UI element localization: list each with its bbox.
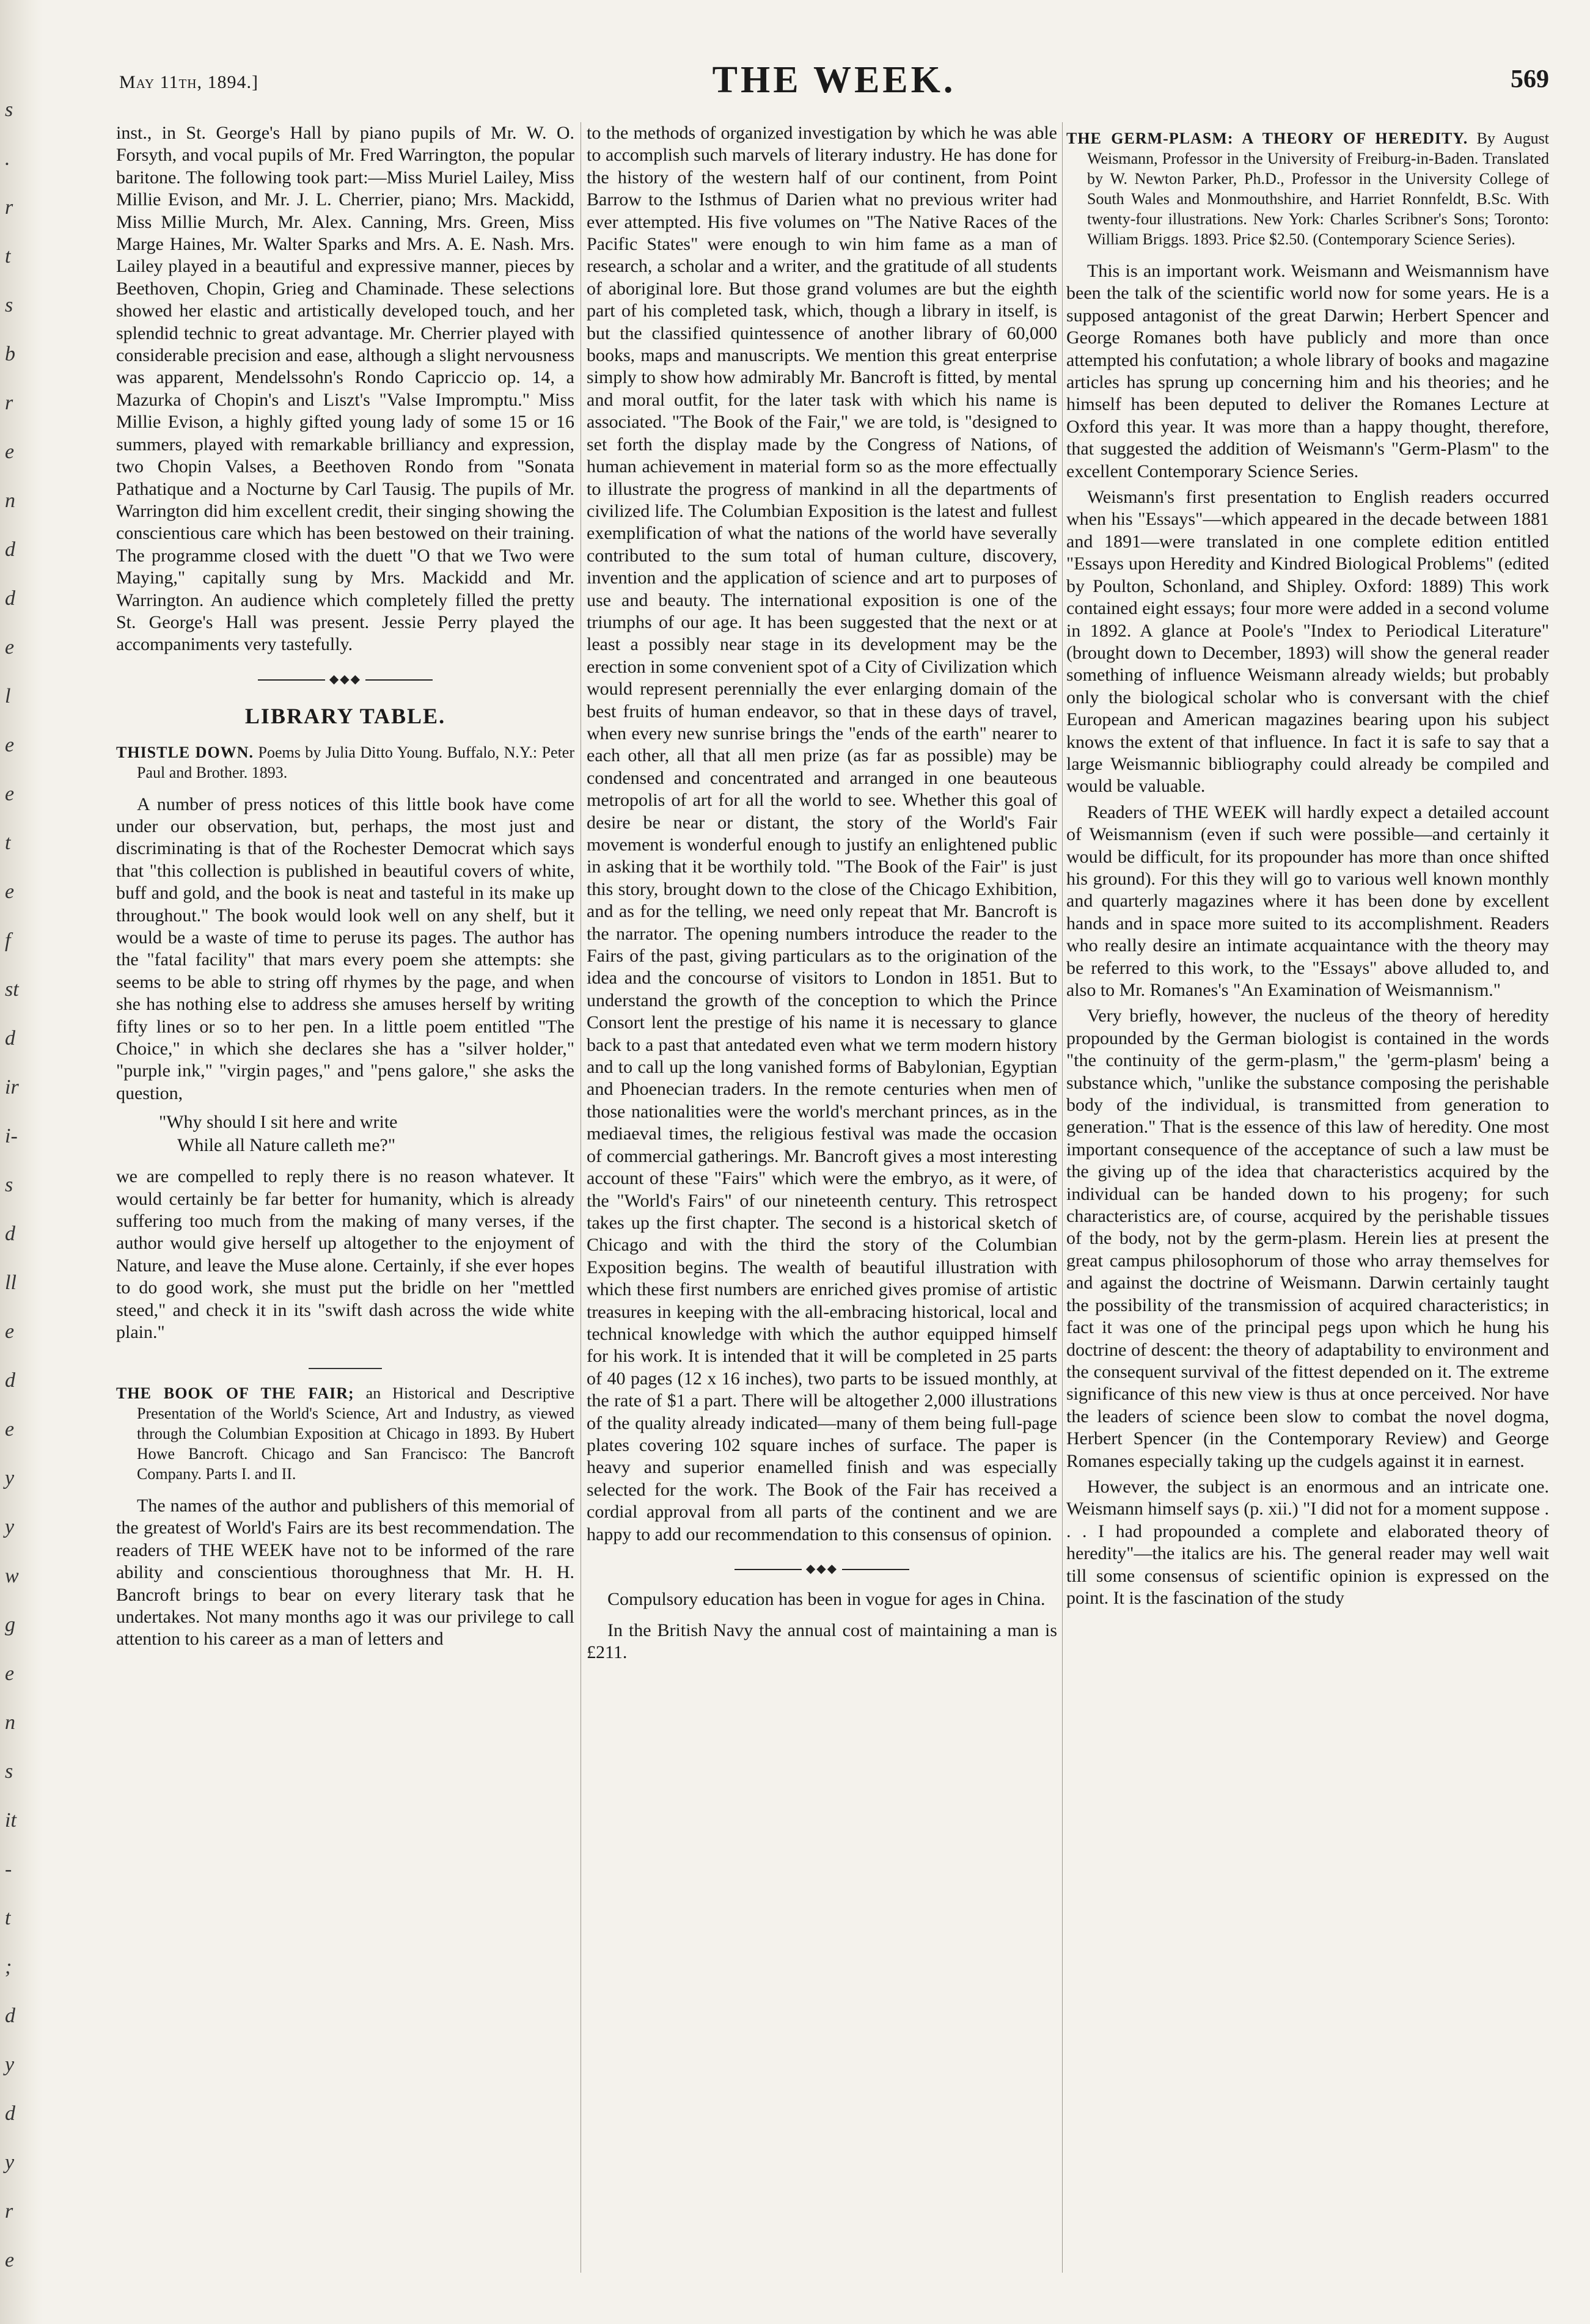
margin-fragment: e [5, 880, 15, 903]
column-right [1066, 122, 1549, 2273]
margin-fragment: it [5, 1809, 16, 1832]
news-note: Compulsory education has been in vogue for ages in China. [607, 1589, 1046, 1610]
margin-fragment: d [5, 538, 15, 561]
margin-fragments [5, 86, 29, 2285]
section-ornament: ◆◆◆ [587, 1558, 1057, 1580]
book-entry-thistle-down [116, 742, 574, 783]
margin-fragment: y [5, 2053, 15, 2076]
margin-fragment: d [5, 2004, 15, 2027]
margin-fragment: e [5, 1320, 15, 1343]
margin-fragment: t [5, 831, 11, 854]
section-ornament: ◆◆◆ [116, 668, 574, 690]
news-note: In the British Navy the annual cost of maintaining a man is £211. [587, 1620, 1057, 1663]
margin-fragment: y [5, 2151, 15, 2174]
review-paragraph: Weismann's first presentation to English readers occurred when his "Essays"—which appeared in the decade between 1881 and 1891—were translated in one complete edition entitled "Essays upon Heredity and Kindred Biological Problems" (edited by Poulton, Schonland, and Shipley. Oxford: 1889) This work contained eight essays; four more were added in a second volume in 1892. A glance at Poole's "Index to Periodical Literature" (brought down to December, 1893) will show the general reader something of influence Weismann already wields; but probably only the biological scholar who is conversant with the chief European and American magazines bearing upon his subject knows the extent of that influence. In fact it is safe to say that a large Weismannic bibliography could already be compiled and would be valuable. [1066, 487, 1549, 797]
margin-fragment: e [5, 636, 15, 659]
poem-quote [116, 1111, 574, 1157]
header-title: THE WEEK. [712, 59, 956, 101]
margin-fragment: s [5, 98, 13, 121]
book-title: THE BOOK OF THE FAIR; [116, 1384, 354, 1402]
margin-fragment: - [5, 1858, 12, 1880]
margin-fragment: l [5, 685, 11, 707]
margin-fragment: f [5, 929, 11, 952]
page-header [119, 49, 1549, 116]
book-title: THE GERM-PLASM: A THEORY OF HEREDITY. [1066, 130, 1468, 147]
margin-fragment: e [5, 783, 15, 805]
margin-fragment: ir [5, 1076, 19, 1098]
margin-fragment: . [5, 147, 10, 170]
review-paragraph: we are compelled to reply there is no reason whatever. It would certainly be far better for humanity, which is already suffering too much from the making of many verses, if the author would give herself up altogether to the enjoyment of Nature, and leave the Muse alone. Certainly, if she ever hopes to do good work, she must put the bridle on her "mettled steed," and check it in its "swift dash across the wide white plain." [116, 1166, 574, 1343]
page-left-margin [0, 0, 43, 2324]
margin-fragment: s [5, 294, 13, 316]
header-page-number: 569 [1511, 65, 1549, 93]
margin-fragment: d [5, 1222, 15, 1245]
book-entry-germ-plasm [1066, 128, 1549, 249]
quote-line: While all Nature calleth me?" [177, 1135, 396, 1156]
margin-fragment: ll [5, 1271, 16, 1294]
margin-fragment: r [5, 2200, 13, 2223]
margin-fragment: e [5, 1662, 15, 1685]
divider [116, 1353, 574, 1375]
margin-fragment: d [5, 587, 15, 610]
quote-line: "Why should I sit here and write [159, 1112, 398, 1133]
margin-fragment: n [5, 1711, 15, 1734]
margin-fragment: st [5, 978, 19, 1001]
margin-fragment: g [5, 1613, 15, 1636]
book-details: By August Weismann, Professor in the University of Freiburg-in-Baden. Translated by W. Newton Parker, Ph.D., Professor in the University College of South Wales and Monmouthshire, and Harriet Ronnfeldt, B.Sc. With twenty-four illustrations. New York: Charles Scribner's Sons; Toronto: William Briggs. 1893. Price $2.50. (Contemporary Science Series). [1087, 130, 1549, 248]
margin-fragment: d [5, 2102, 15, 2125]
review-paragraph: However, the subject is an enormous and an intricate one. Weismann himself says (p. xii.) "I did not for a moment suppose . . . I had propounded a complete and elaborated theory of heredity"—the italics are his. The general reader may well wait till some consensus of scientific opinion is expressed on the point. It is the fascination of the study [1066, 1476, 1549, 1608]
review-paragraph: This is an important work. Weismann and Weismannism have been the talk of the scientific world now for some years. He is a supposed antagonist of the great Darwin; Herbert Spencer and George Romanes both have publicly and more than once attempted his confutation; a whole library of books and magazine articles has sprung up concerning him and his theories; and he himself has been deputed to deliver the Romanes Lecture at Oxford this year. It was more than a happy thought, therefore, that suggested the addition of Weismann's "Germ-Plasm" to the excellent Contemporary Science Series. [1066, 261, 1549, 481]
section-heading-library-table: LIBRARY TABLE. [244, 704, 446, 729]
margin-fragment: r [5, 196, 13, 219]
margin-fragment: w [5, 1565, 19, 1587]
margin-fragment: d [5, 1369, 15, 1392]
margin-fragment: n [5, 489, 15, 512]
review-paragraph: A number of press notices of this little book have come under our observation, but, perhaps, the most just and discriminating is that of the Rochester Democrat which says that "this collection is published in beautiful covers of white, buff and gold, and the book is neat and tasteful in its make up throughout." The book would look well on any shelf, but it would be a waste of time to peruse its pages. The author has the "fatal facility" that mars every poem she attempts: she seems to be able to string off rhymes by the page, and when she has nothing else to address she amuses herself by writing fifty lines or so to her pen. In a little poem entitled "The Choice," in which she declares she has a "silver holder," "purple ink," "virgin pages," and "pens galore," she asks the question, [116, 794, 574, 1103]
margin-fragment: e [5, 2249, 15, 2271]
margin-fragment: y [5, 1467, 15, 1489]
margin-fragment: b [5, 343, 15, 365]
margin-fragment: i- [5, 1125, 18, 1147]
book-title: THISTLE DOWN. [116, 743, 254, 761]
book-entry-book-of-the-fair [116, 1383, 574, 1484]
margin-fragment: t [5, 1907, 11, 1929]
margin-fragment: ; [5, 1956, 12, 1978]
margin-fragment: t [5, 245, 11, 268]
header-date: May 11th, 1894.] [119, 72, 258, 92]
review-paragraph: Very briefly, however, the nucleus of the theory of heredity propounded by the German biologist is contained in the words "the continuity of the germ-plasm," the 'germ-plasm' being a substance which, "unlike the substance composing the perishable body of the individual, is transmitted from generation to generation." That is the essence of this law of heredity. One most important consequence of the acceptance of such a law must be the giving up of the idea that characteristics acquired by the individual can be handed down to his progeny; for such characteristics are, of course, acquired by the perishable tissues of the body, not by the germ-plasm. Herein lies at present the great campus philosophorum of those who array themselves for and against the doctrine of Weismann. Darwin certainly taught the possibility of the transmission of acquired characteristics; in fact it was one of the principal pegs upon which he hung his doctrine of descent: the theory of adaptability to environment and the consequent survival of the fittest depended on it. The extreme significance of this new view is thus at once perceived. Nor have the leaders of science been slow to combat the novel dogma, Herbert Spencer (in the Contemporary Review) and George Romanes especially taking up the cudgels against it in earnest. [1066, 1006, 1549, 1471]
review-paragraph: The names of the author and publishers of this memorial of the greatest of World's Fairs are its best recommendation. The readers of THE WEEK have not to be informed of the rare ability and conscientious thoroughness that Mr. H. H. Bancroft brings to bear on every literary task that he undertakes. Not many months ago it was our privilege to call attention to his career as a man of letters and [116, 1495, 574, 1650]
margin-fragment: s [5, 1174, 13, 1196]
margin-fragment: d [5, 1027, 15, 1050]
book-details: an Historical and Descriptive Presentation of the World's Science, Art and Industry, as viewed through the Columbian Exposition at Chicago in 1893. By Hubert Howe Bancroft. Chicago and San Francisco: The Bancroft Company. Parts I. and II. [137, 1384, 574, 1483]
column-left [116, 122, 574, 2273]
margin-fragment: e [5, 734, 15, 756]
column-middle [587, 122, 1057, 2273]
margin-fragment: s [5, 1760, 13, 1783]
margin-fragment: e [5, 440, 15, 463]
margin-fragment: y [5, 1516, 15, 1538]
review-paragraph: Readers of THE WEEK will hardly expect a detailed account of Weismannism (even if such were possible—and certainly it would be difficult, for its propounder has more than once shifted his ground). For this they will go to various well known monthly and quarterly magazines where it has been done by excellent hands and in space more suited to its accomplishment. Readers who really desire an intimate acquaintance with the theory may be referred to this work, to the "Essays" above alluded to, and also to Mr. Romanes's "An Examination of Weismannism." [1066, 802, 1549, 1000]
column-divider [1062, 122, 1063, 2273]
concert-report-paragraph: inst., in St. George's Hall by piano pupils of Mr. W. O. Forsyth, and vocal pupils of Mr. Fred Warrington, the popular baritone. The following took part:—Miss Muriel Lailey, Miss Millie Evison, and Mr. J. L. Cherrier, piano; Mrs. Mackidd, Miss Millie Murch, Mr. Alex. Canning, Mrs. Green, Miss Marge Haines, Mr. Walter Sparks and Mrs. A. E. Nash. Mrs. Lailey played in a beautiful and expressive manner, pieces by Beethoven, Chopin, Grieg and Chaminade. These selections showed her elastic and artistically developed touch, and her splendid technic to great advantage. Mr. Cherrier played with considerable precision and ease, although a slight nervousness was apparent, Mendelssohn's Rondo Capriccio op. 14, a Mazurka of Chopin's and Liszt's "Valse Impromptu." Miss Millie Evison, a highly gifted young lady of some 15 or 16 summers, played with remarkable brilliancy and expression, two Chopin Valses, a Beethoven Rondo from "Sonata Pathatique and a Nocturne by Carl Tausig. The pupils of Mr. Warrington did him excellent credit, their singing showing the conscientious care which has been bestowed on their training. The programme closed with the duett "O that we Two were Maying," capitally sung by Mrs. Mackidd and Mr. Warrington. An audience which completely filled the pretty St. George's Hall was present. Jessie Perry played the accompaniments very tastefully. [116, 123, 574, 655]
margin-fragment: e [5, 1418, 15, 1441]
book-details: Poems by Julia Ditto Young. Buffalo, N.Y.: Peter Paul and Brother. 1893. [137, 743, 574, 781]
review-paragraph: to the methods of organized investigation by which he was able to accomplish such marvels of literary industry. He has done for the history of the western half of our continent, from Point Barrow to the Isthmus of Darien what no previous writer had ever attempted. His five volumes on "The Native Races of the Pacific States" were enough to win him fame as a man of research, a scholar and a writer, and the gratitude of all students of aboriginal lore. But those grand volumes are but the eighth part of his completed task, which, though a library in itself, is but the classified quintessence of another library of 60,000 books, maps and manuscripts. We mention this great enterprise simply to show how admirably Mr. Bancroft is fitted, by mental and moral outfit, for the later task with which his name is associated. "The Book of the Fair," we are told, is "designed to set forth the display made by the Congress of Nations, of human achievement in material form so as the more effectually to illustrate the progress of mankind in all the departments of civilized life. The Columbian Exposition is the latest and fullest exemplification of what the nations of the world have severally contributed to the sum total of human culture, discovery, invention and the application of science and art to purposes of use and beauty. The international exposition is one of the triumphs of our age. It has been suggested that the next or at least a possibly near stage in its development may be the erection in some convenient spot of a City of Civilization which would represent perennially the ever enlarging domain of the best fruits of human endeavor, so that in these days of travel, when every new sunrise brings the "ends of the earth" nearer to each other, all that all men prize (as far as possible) may be condensed and concentrated and arranged in one beauteous metropolis of art for all the world to see. Whether this goal of desire be near or distant, the story of the World's Fair movement is wonderful enough to justify an enlightened public in asking that it be worthily told. "The Book of the Fair" is just this story, brought down to the close of the Chicago Exhibition, and as for the telling, we need only repeat that Mr. Bancroft is the narrator. The opening numbers introduce the reader to the Fairs of the past, giving particulars as to the origination of the idea and the concourse of visitors to London in 1851. But to understand the growth of the conception to which the Prince Consort lent the prestige of his name it is necessary to glance back to a past that antedated even what we term modern history and to call up the long vanished forms of Babylonian, Egyptian and Phoenecian traders. In the remote centuries when men of those nationalities were the world's merchant princes, as in the mediaeval times, the religious festival was made the occasion of commercial gatherings. Mr. Bancroft gives a most interesting account of these "Fairs" which were the embryo, as it were, of the "World's Fairs" of our nineteenth century. This retrospect takes up the first chapter. The second is a historical sketch of Chicago and with the third the story of the Columbian Exposition begins. The wealth of beautiful illustration with which these first numbers are enriched gives promise of artistic treasures in keeping with the all-embracing historical, local and technical knowledge with which the author equipped himself for his work. It is intended that it will be completed in 25 parts of 40 pages (12 x 16 inches), two parts to be issued monthly, at the rate of $1 a part. There will be altogether 2,000 illustrations of the quality already indicated—many of them being full-page plates covering 102 square inches of surface. The paper is heavy and superior enamelled finish and was especially selected for the work. The Book of the Fair has received a cordial approval from all parts of the continent and we are happy to add our recommendation to this consensus of opinion. [587, 123, 1057, 1544]
margin-fragment: r [5, 392, 13, 414]
